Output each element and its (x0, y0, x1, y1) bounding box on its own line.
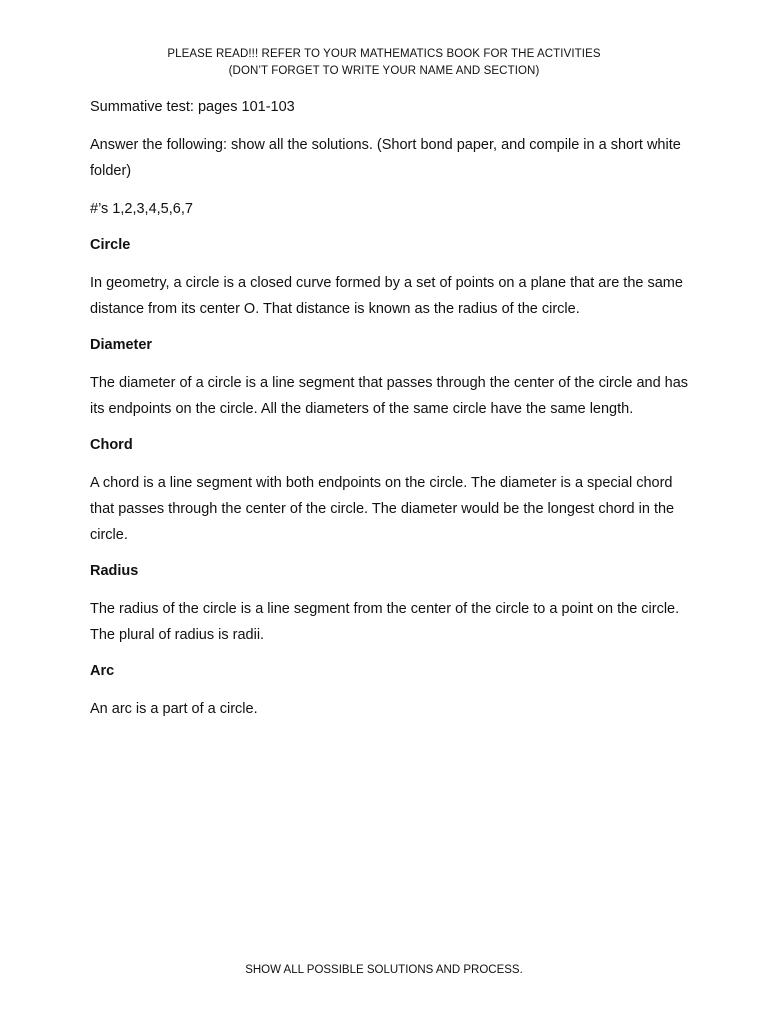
heading-radius: Radius (90, 563, 139, 579)
instructions-paragraph: Answer the following: show all the solutions. (Short bond paper, and compile in a short white folder) (90, 137, 681, 179)
document-body (90, 94, 690, 732)
definition-diameter: The diameter of a circle is a line segment that passes through the center of the circle and has its endpoints on the circle. All the diameters of the same circle have the same length. (90, 375, 689, 417)
page-footer: SHOW ALL POSSIBLE SOLUTIONS AND PROCESS. (245, 964, 523, 976)
header-line-1: PLEASE READ!!! REFER TO YOUR MATHEMATICS BOOK FOR THE ACTIVITIES (167, 48, 601, 60)
heading-circle: Circle (90, 237, 131, 253)
summative-test-line: Summative test: pages 101-103 (90, 99, 295, 115)
heading-chord: Chord (90, 437, 133, 453)
heading-arc: Arc (90, 663, 115, 679)
definition-arc: An arc is a part of a circle. (90, 701, 258, 717)
definition-chord: A chord is a line segment with both endpoints on the circle. The diameter is a special chord that passes through the center of the circle. The diameter would be the longest chord in the circle. (90, 475, 675, 543)
header-line-2: (DON’T FORGET TO WRITE YOUR NAME AND SECTION) (228, 65, 540, 77)
page-header (0, 46, 768, 80)
heading-diameter: Diameter (90, 337, 153, 353)
definition-circle: In geometry, a circle is a closed curve formed by a set of points on a plane that are the same distance from its center O. That distance is known as the radius of the circle. (90, 275, 683, 317)
item-numbers: #’s 1,2,3,4,5,6,7 (90, 201, 193, 217)
definition-radius: The radius of the circle is a line segment from the center of the circle to a point on the circle. The plural of radius is radii. (90, 601, 680, 643)
